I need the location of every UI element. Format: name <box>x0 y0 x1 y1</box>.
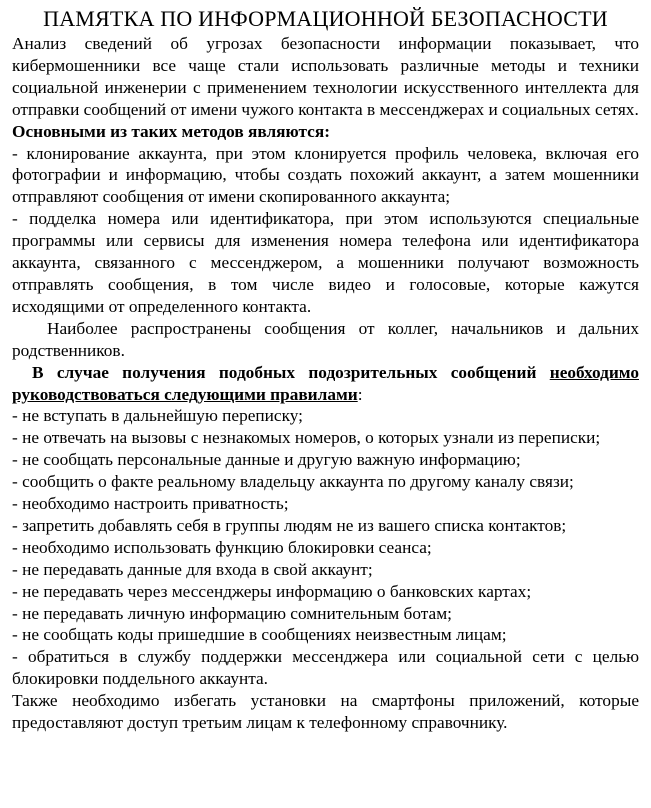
rules-heading-underlined: необходимо руководствоваться следующими правилами <box>12 362 639 404</box>
intro-paragraph: Анализ сведений об угрозах безопасности информации показывает, что кибермошенники все чаще стали использовать различные методы и техники социальной инженерии с применением технологии искусственного интеллекта для отправки сообщений от имени чужого контакта в мессенджерах и социальных сетях. <box>12 34 639 119</box>
rules-heading <box>12 362 639 406</box>
page-title: ПАМЯТКА ПО ИНФОРМАЦИОННОЙ БЕЗОПАСНОСТИ <box>43 6 608 31</box>
rule-item: - необходимо настроить приватность; <box>12 494 289 514</box>
rules-heading-lead: В случае получения подобных подозрительных сообщений <box>32 362 537 382</box>
rule-item: - не сообщать коды пришедшие в сообщениях неизвестным лицам; <box>12 625 507 645</box>
rule-item: - не сообщать персональные данные и другую важную информацию; <box>12 450 521 470</box>
rules-list <box>12 405 639 690</box>
rule-item: - не передавать данные для входа в свой аккаунт; <box>12 559 373 579</box>
rule-item: - обратиться в службу поддержки мессенджера или социальной сети с целью блокировки поддельного аккаунта. <box>12 647 639 689</box>
methods-list <box>12 143 639 318</box>
closing-paragraph: Также необходимо избегать установки на смартфоны приложений, которые предоставляют доступ третьим лицам к телефонному справочнику. <box>12 691 639 733</box>
rule-item: - запретить добавлять себя в группы людям не из вашего списка контактов; <box>12 515 567 535</box>
rule-item: - не вступать в дальнейшую переписку; <box>12 406 303 426</box>
method-item-cloning: - клонирование аккаунта, при этом клонируется профиль человека, включая его фотографии и информацию, чтобы создать похожий аккаунт, а затем мошенники отправляют сообщения от имени скопированного аккаунта; <box>12 143 639 207</box>
method-item-spoofing: - подделка номера или идентификатора, при этом используются специальные программы или сервисы для изменения номера телефона или идентификатора аккаунта, связанного с мессенджером, а мошенники получают возможность отправлять сообщения, в том числе видео и голосовые, которые кажутся исходящими от определенного контакта. <box>12 209 639 316</box>
rule-item: - необходимо использовать функцию блокировки сеанса; <box>12 537 432 557</box>
methods-heading: Основными из таких методов являются: <box>12 121 330 141</box>
common-senders-paragraph: Наиболее распространены сообщения от коллег, начальников и дальних родственников. <box>12 318 639 360</box>
rule-item: - сообщить о факте реальному владельцу аккаунта по другому каналу связи; <box>12 472 574 492</box>
rule-item: - не передавать через мессенджеры информацию о банковских картах; <box>12 581 532 601</box>
rule-item: - не передавать личную информацию сомнительным ботам; <box>12 603 452 623</box>
rules-heading-colon: : <box>357 384 363 404</box>
rule-item: - не отвечать на вызовы с незнакомых номеров, о которых узнали из переписки; <box>12 428 601 448</box>
